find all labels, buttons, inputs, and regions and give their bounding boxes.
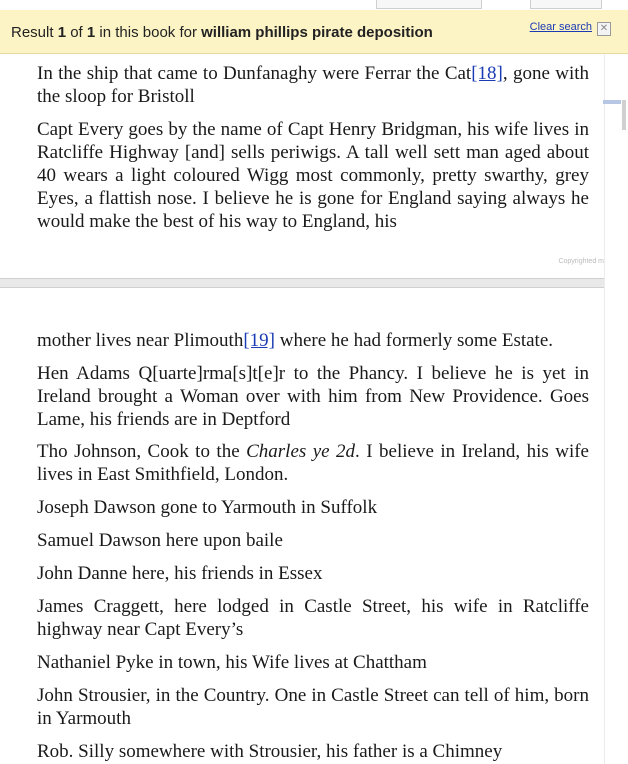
paragraph: Nathaniel Pyke in town, his Wife lives at Chattham xyxy=(37,652,427,673)
clear-search-link[interactable]: Clear search xyxy=(529,21,592,33)
footnote-link-18[interactable]: [18] xyxy=(471,63,503,84)
paragraph: Samuel Dawson here upon baile xyxy=(37,530,283,551)
paragraph: Rob. Silly somewhere with Strousier, his father is a Chimney xyxy=(37,741,503,762)
result-index: 1 xyxy=(57,24,67,41)
scrollbar-thumb[interactable] xyxy=(622,100,626,130)
paragraph: John Strousier, in the Country. One in Castle Street can tell of him, born in Yarmouth xyxy=(37,685,589,729)
paragraph: In the ship that came to Dunfanaghy were Ferrar the Cat[18], gone with the sloop for Bristoll xyxy=(37,63,589,107)
toolbar-tab-left[interactable] xyxy=(376,0,482,9)
ship-name: Charles ye 2d xyxy=(246,441,356,462)
window-top-strip xyxy=(0,0,628,10)
scrollbar-position-marker[interactable] xyxy=(603,100,621,104)
search-query: william phillips pirate deposition xyxy=(201,24,433,41)
close-icon[interactable]: ✕ xyxy=(597,22,611,36)
paragraph: James Craggett, here lodged in Castle Street, his wife in Ratcliffe highway near Capt Every’s xyxy=(37,596,589,640)
copyright-watermark: Copyrighted m xyxy=(558,258,604,265)
search-result-bar xyxy=(0,10,628,54)
page-divider xyxy=(0,278,604,288)
search-result-summary: Result 1 of 1 in this book for william phillips pirate deposition xyxy=(11,24,433,41)
paragraph: Hen Adams Q[uarte]rma[s]t[e]r to the Phancy. I believe he is yet in Ireland brought a Woman over with him from New Providence. Goes Lame, his friends are in Deptford xyxy=(37,363,589,430)
paragraph: Capt Every goes by the name of Capt Henry Bridgman, his wife lives in Ratcliffe Highway [and] sells periwigs. A tall well sett man aged about 40 wears a light coloured Wigg most commonly, pretty swarthy, grey Eyes, a flattish nose. I believe he is gone for England saying always he would make the best of his way to England, his xyxy=(37,119,589,232)
paragraph: Joseph Dawson gone to Yarmouth in Suffolk xyxy=(37,497,378,518)
paragraph: mother lives near Plimouth[19] where he had formerly some Estate. xyxy=(37,330,554,351)
paragraph: Tho Johnson, Cook to the Charles ye 2d. I believe in Ireland, his wife lives in East Smithfield, London. xyxy=(37,441,589,485)
result-total: 1 xyxy=(86,24,96,41)
book-page-1 xyxy=(0,54,604,278)
footnote-link-19[interactable]: [19] xyxy=(243,330,275,351)
toolbar-tab-right[interactable] xyxy=(530,0,602,9)
book-page-2 xyxy=(0,288,604,764)
scrollbar-track[interactable] xyxy=(604,54,628,764)
paragraph: John Danne here, his friends in Essex xyxy=(37,563,323,584)
